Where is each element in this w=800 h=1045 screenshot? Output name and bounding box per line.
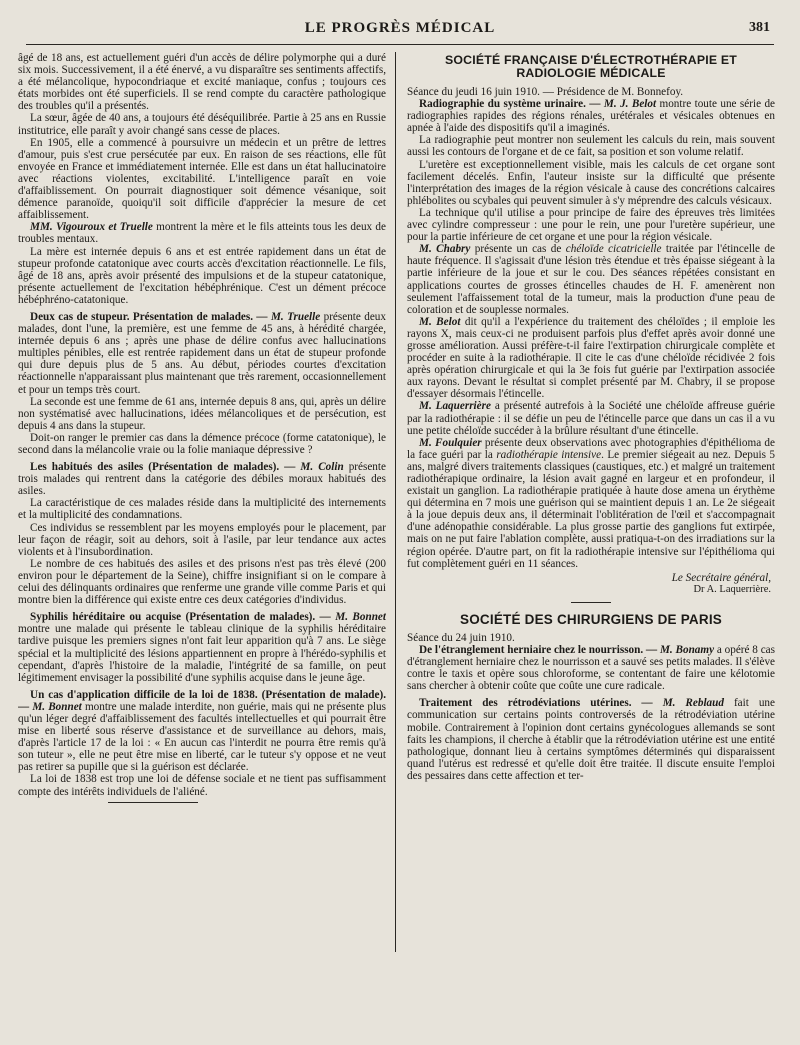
section-paragraph: Traitement des rétrodéviations utérines. — M. Reblaud fait une communication sur certains points controversés de la rétrodéviation utérine mobile. Contrairement à l'opinion dont certains gynécologues allemands se sont faits les champions, il cherche à établir que la rétrodéviation utérine est une entité pathologique, donnant lieu à certains symptômes déterminés qui disparaissent quand l'utérus est redressé et qu'elle doit être traitée. Il discute ensuite l'emploi des pessaires dans cette affection et ter- xyxy=(407,697,775,782)
column-divider xyxy=(395,52,396,952)
paragraph: En 1905, elle a commencé à poursuivre un médecin et un prêtre de lettres d'amour, puis s'est crue persécutée par eux. En raison de ses réactions, elle fût envoyée en France et immédiatement internée. Elle est dans un état hallucinatoire avec réactions violentes, excitabilité. L'intelligence paraît en voie d'affaiblissement. On pourrait diagnostiquer soit démence vésanique, soit démence paranoïde, quoiqu'il soit difficile d'apprécier la mesure de cet affaiblissement. xyxy=(18,136,386,222)
paragraph: M. Foulquier présente deux observations avec photographies d'épithélioma de la face guéri par la radiothérapie intensive. Le premier siégeait au nez. Depuis 5 ans, malgré divers traitements classiques (caustiques, etc.) et malgré un traitement radiothérapique ordinaire, la lésion avait gagné en largeur et en profondeur, il existait un ganglion. La radiothérapie pratiquée à haute dose amena un érythème qui détermina en 7 mois une guérison qui se maintient depuis 1 an. Le 2e siégeait à la joue depuis deux ans, il déterminait l'oblitération de l'œil et s'accompagnait d'une adénopathie considérable. La plus grosse partie des ganglions fut extirpée, mais on ne put faire l'ablation complète, aussi pratiqua-t-on des irradiations sur la région opérée. D'autre part, on fit la radiothérapie intensive sur l'épithélioma qui fut complètement guéri en 11 séances. xyxy=(407,436,775,570)
paragraph: La radiographie peut montrer non seulement les calculs du rein, mais souvent aussi les contours de l'organe et de ce fait, sa position et son volume relatif. xyxy=(407,134,775,159)
paragraph: La mère est internée depuis 6 ans et est entrée rapidement dans un état de stupeur profonde catatonique avec courts accès d'excitation réactionnelle. Le fils, âgé de 18 ans, après avoir présenté des impulsions et de la stupeur catatonique, présente actuellement de l'excitation hébéphrénique. C'est un dément précoce hébéphréno-catatonique. xyxy=(18,245,386,306)
section-paragraph: De l'étranglement herniaire chez le nourrisson. — M. Bonamy a opéré 8 cas d'étranglement herniaire chez le nourrisson et a sauvé ses petits malades. Il s'élève contre le taxis et opère sous chloroforme, se contentant de faire une kélotomie sans chercher à obtenir coûte que coûte une cure radicale. xyxy=(407,643,775,693)
paragraph: Le nombre de ces habitués des asiles et des prisons n'est pas très élevé (200 environ pour le département de la Seine), chiffre insignifiant si on le compare à celui des délinquants ordinaires que renferme une grande ville comme Paris et qui montre bien la différence qui existe entre ces deux catégories d'individus. xyxy=(18,557,386,607)
society-heading: SOCIÉTÉ FRANÇAISE D'ÉLECTROTHÉRAPIE ET RADIOLOGIE MÉDICALE xyxy=(444,53,737,80)
closing-rule xyxy=(108,802,198,803)
page-number: 381 xyxy=(749,20,770,35)
section-paragraph: Deux cas de stupeur. Présentation de malades. — M. Truelle présente deux malades, dont l'une, la première, est une femme de 45 ans, à hérédité chargée, internée depuis 6 ans ; après une phase de délire confus avec hallucinations multiples pénibles, elle est rentrée rapidement dans un état de stupeur profonde qui dure depuis plus de 5 ans. Au début, périodes courtes d'excitation réactionnelle n'apparaissant plus maintenant que très rarement, occasionnellement et pour un temps très court. xyxy=(18,310,386,396)
paragraph: Ces individus se ressemblent par les moyens employés pour le placement, par leur façon de réagir, soit au dehors, soit à l'asile, par leur tendance aux actes violents et à l'insubordination. xyxy=(18,521,386,558)
paragraph: Doit-on ranger le premier cas dans la démence précoce (forme catatonique), le second dans la mélancolie vraie ou la folie maniaque dépressive ? xyxy=(18,431,386,456)
header-rule xyxy=(26,44,774,45)
paragraph: âgé de 18 ans, est actuellement guéri d'un accès de délire polymorphe qui a duré six mois. Successivement, il a été énervé, a vu disparaître ses sentiments affectifs, a été mélancolique, hypocondriaque et excité maniaque, confus ; toujours ces états morbides ont été superficiels. Il se rend compte du caractère pathologique des troubles qu'il a présentés. xyxy=(18,52,386,113)
session-line: Séance du jeudi 16 juin 1910. — Présidence de M. Bonnefoy. xyxy=(407,86,684,98)
section-paragraph: Un cas d'application difficile de la loi de 1838. (Présentation de malade). — M. Bonnet montre une malade interdite, non guérie, mais qui ne présente plus qu'un léger degré d'affaiblissement des facultés intellectuelles et qui pourrait être mise en liberté sous réserve d'assistance et de surveillance au dehors, mais, d'après l'article 17 de la loi : « En aucun cas l'interdit ne pourra être remis qu'à son tuteur », elle ne peut être mise en liberté, car le tuteur s'y oppose et ne veut pas retirer sa pupille que si la guérison est déclarée. xyxy=(18,688,386,774)
paragraph: L'uretère est exceptionnellement visible, mais les calculs de cet organe sont facilement décelés. Enfin, l'auteur insiste sur la difficulté que présente l'interprétation des images de la région vésicale à cause des concrétions calcaires phlébolites ou scybales qui peuvent simuler à s'y méprendre des calculs vésicaux. xyxy=(407,158,775,207)
paragraph: La seconde est une femme de 61 ans, internée depuis 8 ans, qui, après un délire non systématisé avec hallucinations, idées mélancoliques et de persécution, est depuis 4 ans dans la stupeur. xyxy=(18,395,386,432)
page-header xyxy=(24,20,776,42)
right-column xyxy=(407,52,775,782)
paragraph: La technique qu'il utilise a pour principe de faire des épreuves très limitées avec cylindre compresseur : une pour le rein, une pour l'uretère supérieur, une pour la partie inférieure de cet organe et une pour la région vésicale. xyxy=(407,206,775,244)
section-paragraph: Syphilis héréditaire ou acquise (Présentation de malades). — M. Bonnet montre une malade qui présente le tableau clinique de la syphilis héréditaire tardive puisque les premiers signes n'ont fait leur apparition qu'à 7 ans. Le siège spécial et la multiplicité des lésions appartiennent en propre à l'hérédo-syphilis et cependant, d'après l'histoire de la maladie, l'intégrité de sa famille, on peut légitimement envisager la possibilité d'une syphilis acquise dans le jeune âge. xyxy=(18,611,386,684)
section-rule xyxy=(571,602,611,603)
paragraph: M. Laquerrière a présenté autrefois à la Société une chéloïde affreuse guérie par la radiothérapie : il se défie un peu de l'étincelle parce que dans un cas il a vu une petite chéloïde succéder à la brûlure résultant d'une étincelle. xyxy=(407,400,775,437)
signature-name: Dr A. Laquerrière. xyxy=(693,583,771,595)
paragraph: La loi de 1838 est trop une loi de défense sociale et ne tient pas suffisamment compte des intérêts individuels de l'aliéné. xyxy=(18,773,386,798)
paragraph: M. Belot dit qu'il a l'expérience du traitement des chéloïdes ; il emploie les rayons X, mais ceux-ci ne produisent parfois plus d'effet après avoir donné une grosse amélioration. Aussi préfère-t-il faire l'extirpation chirurgicale complète et procéder en suite à la radiothérapie. Il cite le cas d'une chéloïde récidivée 2 fois après opération chirurgicale et qui la 3e fois fut guérie par l'extirpation associée aux rayons. Devant le résultat si complet présenté par M. Chabry, il se propose d'essayer désormais l'étincelle. xyxy=(407,315,775,401)
section-paragraph: Les habitués des asiles (Présentation de malades). — M. Colin présente trois malades qui rentrent dans la catégorie des débiles moraux habitués des asiles. xyxy=(18,461,386,498)
signature-role: Le Secrétaire général, xyxy=(671,571,771,584)
section-paragraph: Radiographie du système urinaire. — M. J. Belot montre toute une série de radiographies rapides des régions rénales, urétérales et vésicales obtenues en apnée à l'aide des dispositifs qu'il a imaginés. xyxy=(407,98,775,135)
paragraph: La sœur, âgée de 40 ans, a toujours été déséquilibrée. Partie à 25 ans en Russie institutrice, elle paraît y avoir changé sans cesse de places. xyxy=(18,112,386,137)
paragraph: M. Chabry présente un cas de chéloïde cicatricielle traitée par l'étincelle de haute fréquence. Il s'agissait d'une lésion très étendue et très épaisse siégeant à la partie inférieure de la joue et sur le cou. Des séances répétées consistant en applications courtes de grosses étincelles chaudes de H. F. amenèrent non seulement l'affaissement total de la tumeur, mais la production d'une peau de coloration et de souplesse normales. xyxy=(407,243,775,316)
session-line: Séance du 24 juin 1910. xyxy=(407,631,515,644)
journal-title: LE PROGRÈS MÉDICAL xyxy=(304,20,496,36)
paragraph: MM. Vigouroux et Truelle montrent la mère et le fils atteints tous les deux de troubles mentaux. xyxy=(18,221,386,246)
society-heading: SOCIÉTÉ DES CHIRURGIENS DE PARIS xyxy=(460,611,722,627)
paragraph: La caractéristique de ces malades réside dans la multiplicité des internements et la multiplicité des condamnations. xyxy=(18,497,386,522)
left-column xyxy=(18,52,386,803)
